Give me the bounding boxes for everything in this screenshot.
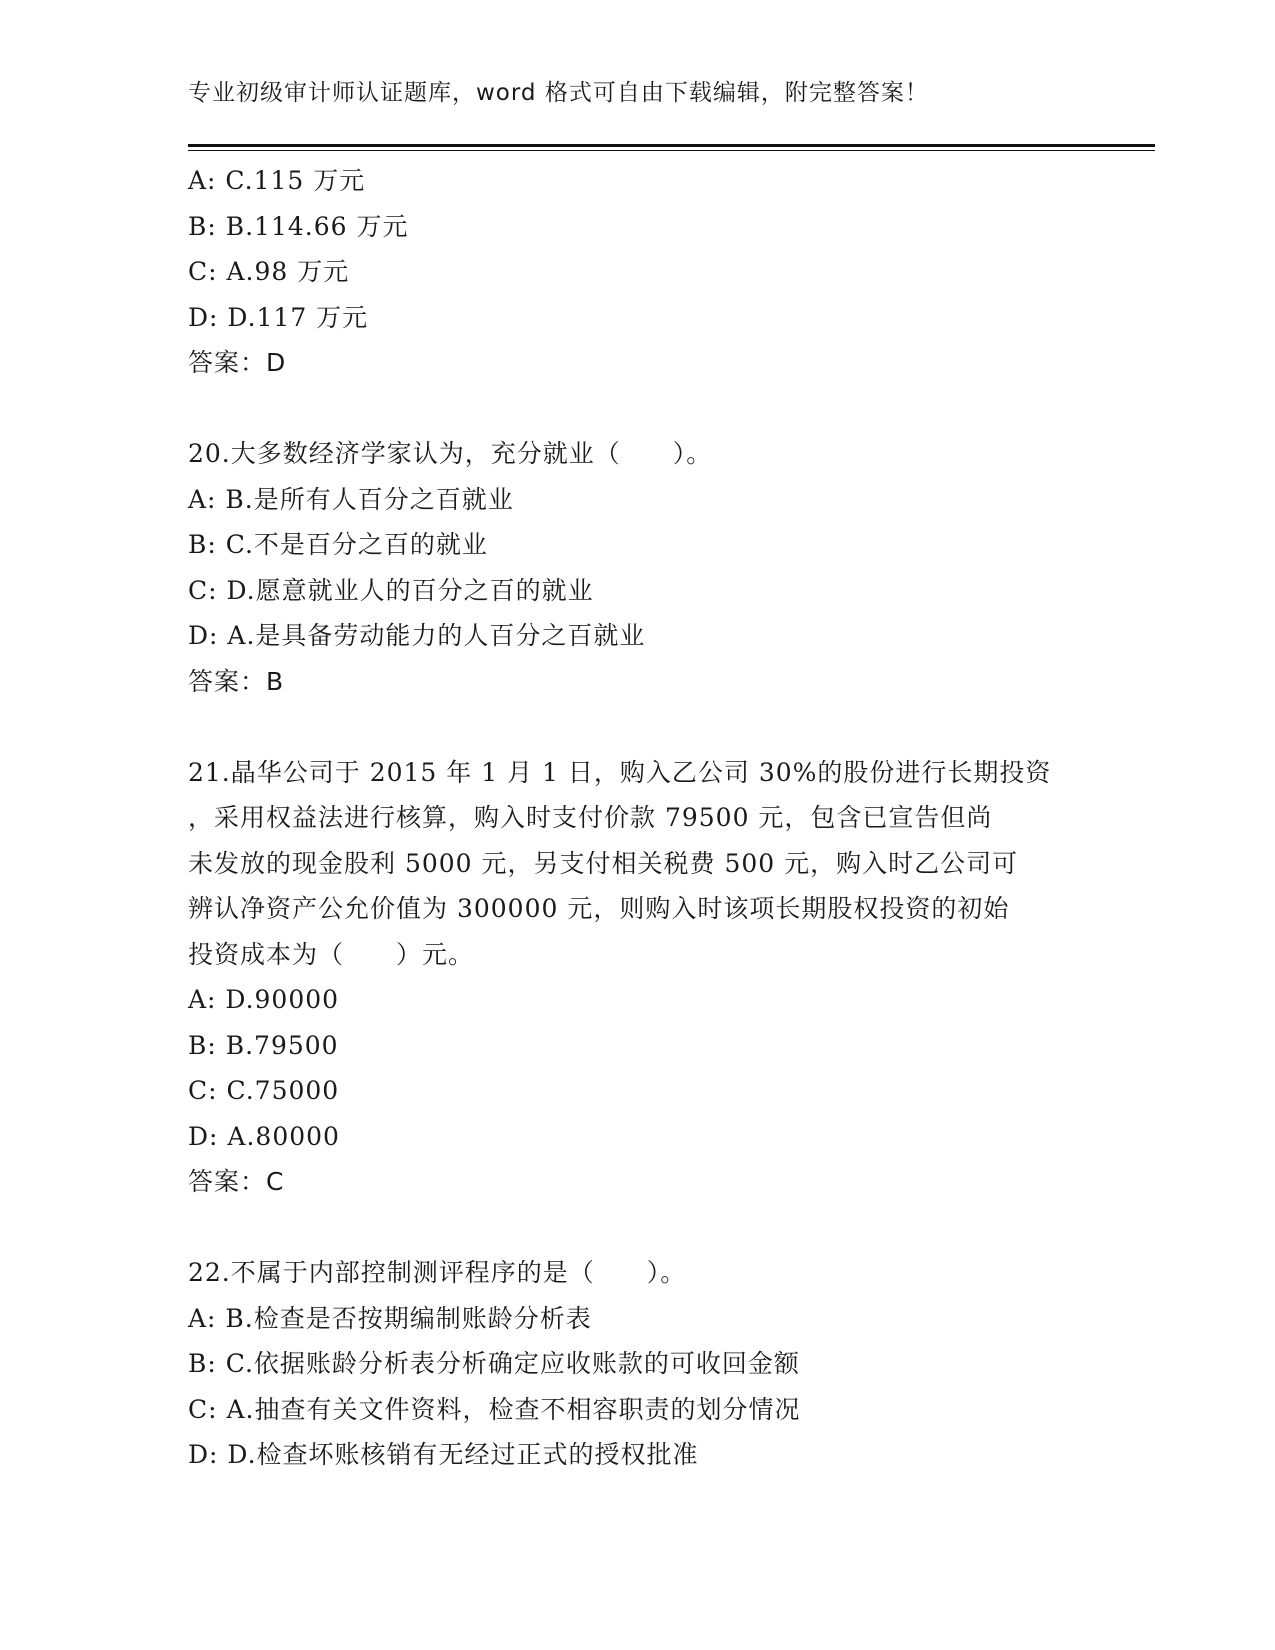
option-a: A: B.检查是否按期编制账龄分析表 (188, 1303, 592, 1333)
question-list (188, 158, 1088, 1478)
question-block-19 (188, 158, 1088, 386)
block-spacer (188, 386, 1088, 432)
option-c: C: A.抽查有关文件资料，检查不相容职责的划分情况 (188, 1394, 801, 1424)
answer-line: 答案：B (188, 666, 285, 696)
option-d: D: D.检查坏账核销有无经过正式的授权批准 (188, 1440, 699, 1469)
answer-line: 答案：C (188, 1167, 285, 1196)
option-c: C: A.98 万元 (188, 257, 350, 286)
question-stem-line: ，采用权益法进行核算，购入时支付价款 79500 元，包含已宣告但尚 (188, 803, 993, 832)
question-stem: 22.不属于内部控制测评程序的是（ ）。 (188, 1258, 687, 1287)
question-block-20 (188, 431, 1088, 704)
option-d: D: D.117 万元 (188, 302, 369, 332)
answer-line: 答案：D (188, 348, 287, 377)
option-b: B: B.114.66 万元 (188, 211, 409, 241)
option-b: B: C.依据账龄分析表分析确定应收账款的可收回金额 (188, 1349, 800, 1378)
option-b: B: C.不是百分之百的就业 (188, 530, 488, 559)
page-header: 专业初级审计师认证题库，word 格式可自由下载编辑，附完整答案！ (188, 80, 929, 106)
question-block-22 (188, 1250, 1088, 1478)
option-c: C: D.愿意就业人的百分之百的就业 (188, 575, 594, 605)
option-b: B: B.79500 (188, 1030, 339, 1060)
block-spacer (188, 1205, 1088, 1251)
option-d: D: A.是具备劳动能力的人百分之百就业 (188, 621, 646, 650)
option-a: A: C.115 万元 (188, 166, 366, 195)
header-rule-thick (188, 144, 1155, 147)
question-stem: 20.大多数经济学家认为，充分就业（ ）。 (188, 439, 713, 468)
question-stem-line: 辨认净资产公允价值为 300000 元，则购入时该项长期股权投资的初始 (188, 894, 1010, 923)
option-a: A: D.90000 (188, 985, 340, 1014)
question-stem-line: 21.晶华公司于 2015 年 1 月 1 日，购入乙公司 30%的股份进行长期投资 (188, 757, 1052, 787)
question-block-21 (188, 750, 1088, 1205)
block-spacer (188, 704, 1088, 750)
question-stem-line: 未发放的现金股利 5000 元，另支付相关税费 500 元，购入时乙公司可 (188, 848, 1019, 878)
question-stem-line: 投资成本为（ ）元。 (188, 939, 475, 969)
option-a: A: B.是所有人百分之百就业 (188, 484, 514, 514)
header-rule-thin (188, 150, 1155, 151)
option-c: C: C.75000 (188, 1076, 340, 1105)
option-d: D: A.80000 (188, 1121, 340, 1151)
